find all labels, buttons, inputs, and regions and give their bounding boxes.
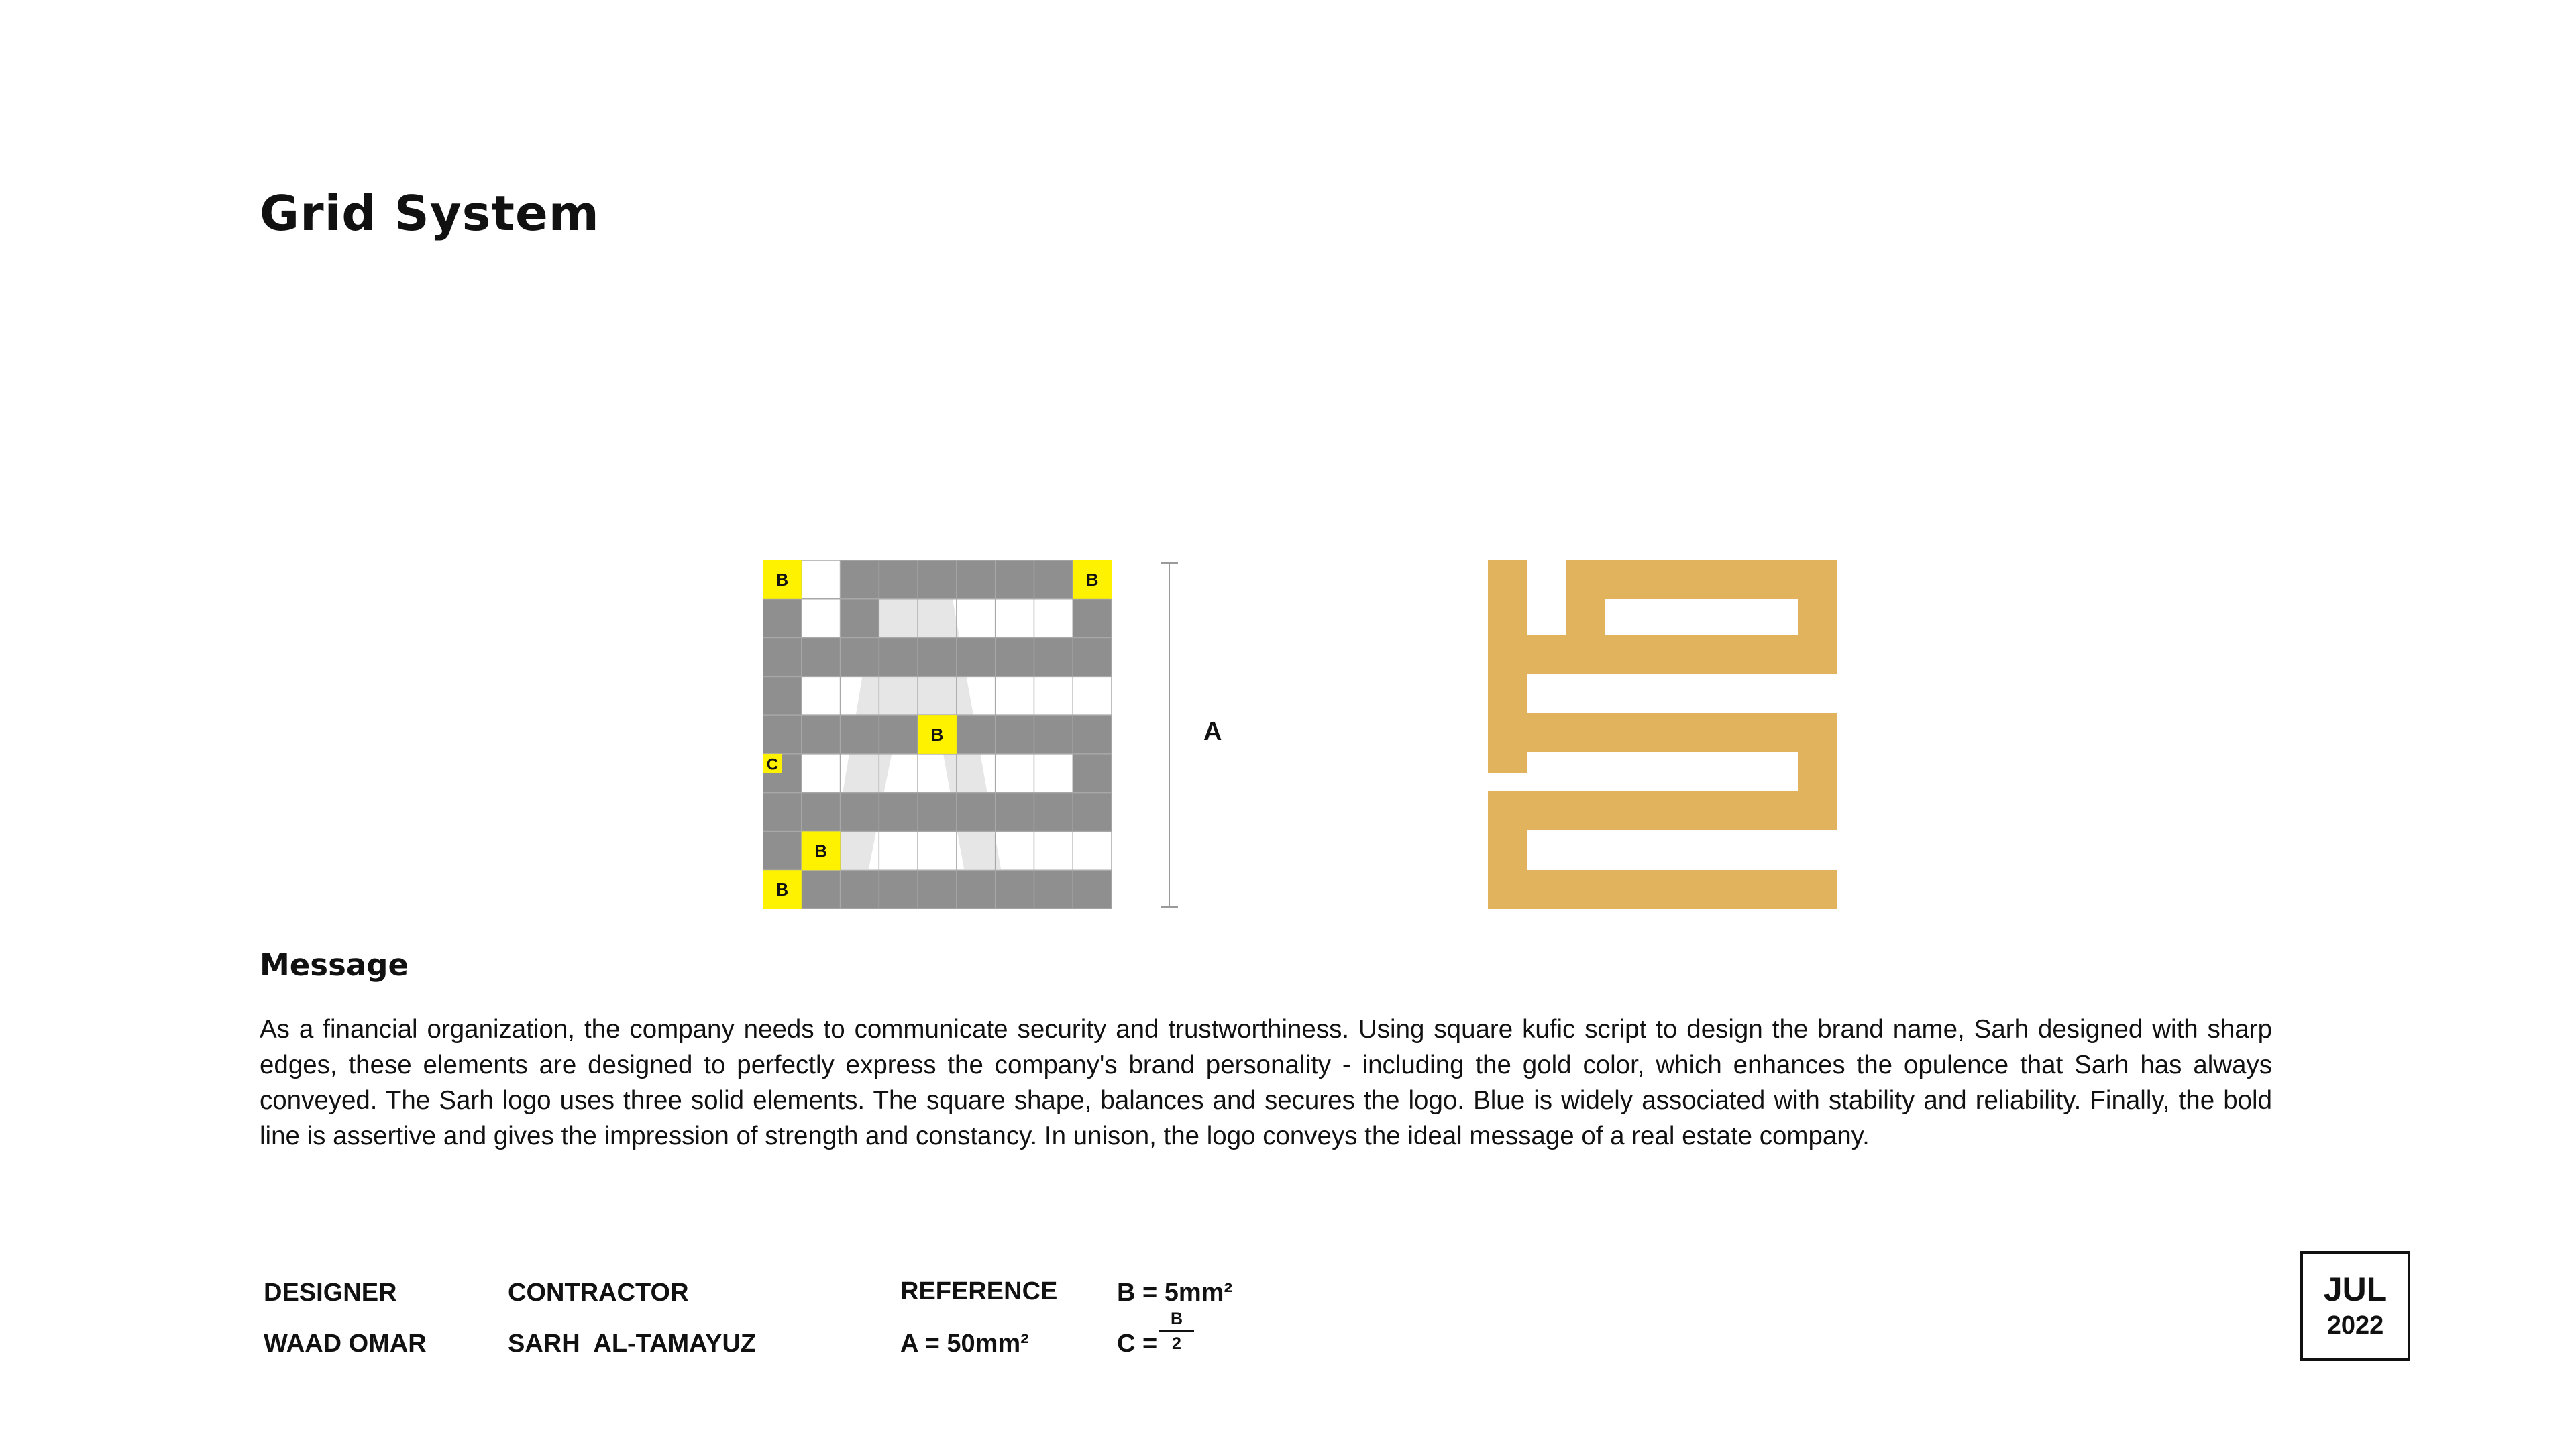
grid-cell (996, 715, 1034, 754)
marker-b-label: B (814, 841, 828, 861)
grid-cell (957, 560, 996, 599)
grid-cell (957, 793, 996, 832)
grid-cell (841, 715, 879, 754)
grid-cell (1073, 715, 1112, 754)
grid-cell (802, 599, 841, 638)
grid-cell (918, 831, 957, 870)
grid-cell (918, 638, 957, 677)
designer-label: DESIGNER (264, 1279, 397, 1307)
grid-cell (841, 599, 879, 638)
grid-cell (763, 793, 802, 832)
grid-cell (957, 715, 996, 754)
c-fraction-bar (1159, 1330, 1194, 1332)
grid-cell (1073, 831, 1112, 870)
page-title: Grid System (260, 185, 600, 241)
b-value: B = 5mm² (1117, 1279, 1233, 1307)
grid-cell (879, 831, 918, 870)
contractor-label: CONTRACTOR (508, 1279, 689, 1307)
dimension-line (1169, 562, 1170, 907)
marker-c-label: C (766, 755, 779, 774)
grid-cell (763, 715, 802, 754)
grid-cell (841, 560, 879, 599)
grid-cell (879, 870, 918, 909)
grid-cell (1073, 638, 1112, 677)
grid-cell (802, 754, 841, 793)
grid-cell (763, 599, 802, 638)
dimension-cap-top (1161, 562, 1178, 564)
marker-b-label: B (775, 879, 789, 900)
grid-cell (1034, 715, 1073, 754)
grid-cell (996, 831, 1034, 870)
grid-cell (996, 793, 1034, 832)
grid-cell (1034, 831, 1073, 870)
grid-cell (918, 870, 957, 909)
date-month: JUL (2323, 1271, 2387, 1308)
logo-lower-bar (1488, 791, 1837, 830)
grid-cell (763, 638, 802, 677)
grid-cell (1073, 754, 1112, 793)
logo-shapes (1488, 560, 1837, 909)
dimension-cap-bottom (1161, 906, 1178, 908)
grid-cell (1034, 870, 1073, 909)
message-body: As a financial organization, the company needs to communicate security and trustworthiness. Using square kufic script to design the brand name, Sarh designed with sharp edges, these elements are designed to perfectly express the company's brand personality - including the gold color, which enhances the opulence that Sarh has always conveyed. The Sarh logo uses three solid elements. The square shape, balances and secures the logo. Blue is widely associated with stability and reliability. Finally, the bold line is assertive and gives the impression of strength and constancy. In unison, the logo conveys the ideal message of a real estate company. (260, 1015, 2272, 1150)
grid-cell (802, 638, 841, 677)
grid-cell (802, 793, 841, 832)
grid-cell (996, 754, 1034, 793)
grid-cell (841, 793, 879, 832)
grid-cell (841, 870, 879, 909)
grid-construction-figure (763, 560, 1112, 909)
grid-cell (1073, 676, 1112, 715)
c-prefix: C = (1117, 1330, 1158, 1358)
grid-cell (1073, 793, 1112, 832)
contractor-value: SARH AL-TAMAYUZ (508, 1330, 757, 1358)
grid-cell (1034, 560, 1073, 599)
logo-middle-bar (1527, 713, 1837, 752)
grid-cell (1034, 754, 1073, 793)
grid-cell (957, 638, 996, 677)
grid-cell (1073, 870, 1112, 909)
grid-cell (996, 676, 1034, 715)
grid-cell (1034, 638, 1073, 677)
grid-cell (1034, 793, 1073, 832)
marker-b-label: B (930, 724, 944, 745)
grid-cell (879, 793, 918, 832)
grid-construction-svg (763, 560, 1112, 909)
grid-cell (763, 676, 802, 715)
logo-left-column (1488, 560, 1527, 773)
grid-cell (1034, 599, 1073, 638)
reference-label: REFERENCE (900, 1277, 1058, 1305)
grid-cell (918, 793, 957, 832)
grid-cell (879, 560, 918, 599)
dimension-label: A (1203, 718, 1222, 746)
grid-cell (841, 638, 879, 677)
logo-bottom-bar (1488, 870, 1837, 909)
date-year: 2022 (2326, 1311, 2384, 1340)
message-heading: Message (260, 947, 409, 983)
sarh-logo (1488, 560, 1837, 909)
designer-value: WAAD OMAR (264, 1330, 427, 1358)
grid-cell (957, 870, 996, 909)
c-fraction-numerator: B (1170, 1309, 1183, 1328)
grid-cell (1073, 599, 1112, 638)
grid-cell (996, 560, 1034, 599)
grid-cell (996, 599, 1034, 638)
date-box (2300, 1251, 2410, 1361)
grid-cell (802, 676, 841, 715)
reference-a-value: A = 50mm² (900, 1330, 1029, 1358)
sarh-logo-svg (1488, 560, 1837, 909)
grid-cell (802, 870, 841, 909)
grid-cell (802, 715, 841, 754)
logo-top-box (1527, 560, 1837, 674)
marker-b-label: B (1085, 569, 1099, 590)
grid-cell (802, 560, 841, 599)
grid-cell (879, 715, 918, 754)
grid-cell (996, 638, 1034, 677)
grid-cell (1034, 676, 1073, 715)
grid-cell (763, 831, 802, 870)
c-fraction-denominator: 2 (1172, 1334, 1181, 1353)
marker-b-label: B (775, 569, 789, 590)
c-fraction (1159, 1311, 1194, 1352)
grid-cell (957, 599, 996, 638)
grid-cell (996, 870, 1034, 909)
grid-cell (918, 560, 957, 599)
grid-cell (879, 638, 918, 677)
